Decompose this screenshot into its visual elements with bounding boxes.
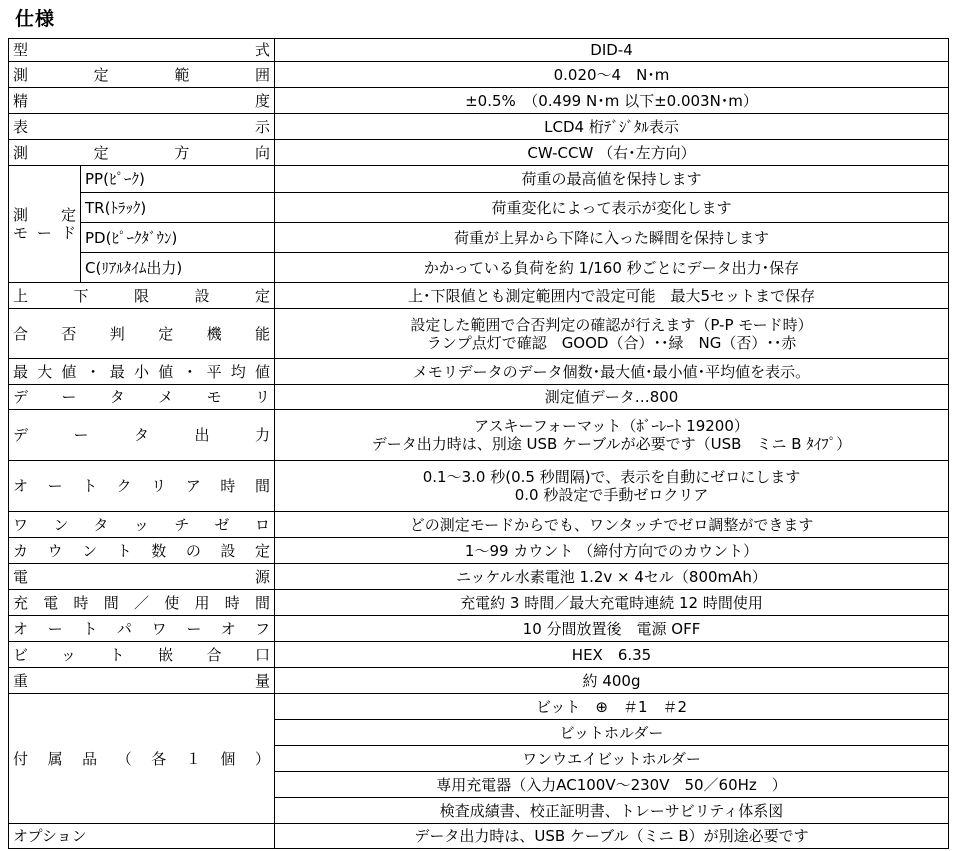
row-label: 合否判定機能 — [9, 309, 275, 359]
row-output — [9, 410, 949, 461]
row-autoclear — [9, 461, 949, 512]
row-value: 測定値データ…800 — [275, 385, 949, 410]
row-label: 最大値・最小値・平均値 — [9, 359, 275, 385]
mode-group-label — [9, 166, 81, 283]
mode-value: 荷重変化によって表示が変化します — [275, 193, 949, 223]
row-label: データ出力 — [9, 410, 275, 461]
row-onetouch — [9, 512, 949, 538]
row-value — [275, 309, 949, 359]
row-value — [275, 410, 949, 461]
row-label: 表示 — [9, 114, 275, 140]
row-value: どの測定モードからでも、ワンタッチでゼロ調整ができます — [275, 512, 949, 538]
page-title: 仕様 — [15, 8, 56, 30]
row-time — [9, 590, 949, 616]
row-label: オートパワーオフ — [9, 616, 275, 642]
value-line: データ出力時は、別途 USB ケーブルが必要です（USB ミニ B ﾀｲﾌﾟ） — [371, 435, 852, 453]
row-value: 約 400g — [275, 668, 949, 694]
spec-table — [8, 38, 949, 849]
value-line: アスキーフォーマット（ﾎﾞｰﾚｰﾄ 19200） — [474, 417, 749, 435]
row-value: 上･下限値とも測定範囲内で設定可能 最大5セットまで保存 — [275, 283, 949, 309]
row-label: データメモリ — [9, 385, 275, 410]
row-label: カウント数の設定 — [9, 538, 275, 564]
mode-value: 荷重が上昇から下降に入った瞬間を保持します — [275, 223, 949, 253]
value-line: 0.1～3.0 秒(0.5 秒間隔)で、表示を自動にゼロにします — [422, 468, 801, 486]
row-value: 0.020～4 N･m — [275, 62, 949, 88]
value-line: ランプ点灯で確認 GOOD（合）･･緑 NG（否）･･赤 — [426, 333, 797, 352]
mode-label-line: 測 定 — [13, 206, 76, 224]
row-model — [9, 39, 949, 62]
row-value: データ出力時は、USB ケーブル（ミニ B）が別途必要です — [275, 824, 949, 849]
row-value: ±0.5% （0.499 N･m 以下±0.003N･m） — [275, 88, 949, 114]
row-value: ニッケル水素電池 1.2v × 4セル（800mAh） — [275, 564, 949, 590]
row-autooff — [9, 616, 949, 642]
row-count — [9, 538, 949, 564]
mode-value: かかっている負荷を約 1/160 秒ごとにデータ出力･保存 — [275, 253, 949, 283]
row-label: 測定範囲 — [9, 62, 275, 88]
row-mode — [9, 166, 949, 193]
row-memory — [9, 385, 949, 410]
row-option — [9, 824, 949, 849]
row-stats — [9, 359, 949, 385]
row-limits — [9, 283, 949, 309]
row-label: オートクリア時間 — [9, 461, 275, 512]
row-value: 10 分間放置後 電源 OFF — [275, 616, 949, 642]
mode-name: PD(ﾋﾟｰｸﾀﾞｳﾝ) — [81, 223, 275, 253]
row-value: LCD4 桁ﾃﾞｼﾞﾀﾙ表示 — [275, 114, 949, 140]
row-value: HEX 6.35 — [275, 642, 949, 668]
row-label: 型 式 — [9, 39, 275, 62]
accessory-item: ワンウエイビットホルダー — [275, 746, 949, 772]
row-power — [9, 564, 949, 590]
row-value: 充電約 3 時間／最大充電時連続 12 時間使用 — [275, 590, 949, 616]
row-value: DID-4 — [275, 39, 949, 62]
row-value — [275, 461, 949, 512]
mode-label-line: モード — [13, 224, 76, 242]
value-line: 設定した範囲で合否判定の確認が行えます（P-P モード時） — [410, 315, 813, 334]
row-label: ワンタッチゼロ — [9, 512, 275, 538]
accessory-item: ビット ⊕ ＃1 ＃2 — [275, 694, 949, 720]
row-label: 測定方向 — [9, 140, 275, 166]
row-accessories — [9, 694, 949, 720]
accessory-item: 検査成績書、校正証明書、トレーサビリティ体系図 — [275, 798, 949, 824]
row-mode — [9, 193, 949, 223]
row-range — [9, 62, 949, 88]
row-weight — [9, 668, 949, 694]
row-judgement — [9, 309, 949, 359]
mode-value: 荷重の最高値を保持します — [275, 166, 949, 193]
row-label: 精度 — [9, 88, 275, 114]
row-mode — [9, 223, 949, 253]
row-label: 上下限設定 — [9, 283, 275, 309]
mode-name: TR(ﾄﾗｯｸ) — [81, 193, 275, 223]
mode-name: C(ﾘｱﾙﾀｲﾑ出力) — [81, 253, 275, 283]
row-label: ビット嵌合口 — [9, 642, 275, 668]
value-line: 0.0 秒設定で手動ゼロクリア — [514, 486, 709, 504]
accessory-item: 専用充電器（入力AC100V～230V 50／60Hz ） — [275, 772, 949, 798]
row-display — [9, 114, 949, 140]
row-value: CW-CCW （右･左方向） — [275, 140, 949, 166]
accessory-item: ビットホルダー — [275, 720, 949, 746]
row-bit — [9, 642, 949, 668]
row-direction — [9, 140, 949, 166]
row-value: メモリデータのデータ個数･最大値･最小値･平均値を表示。 — [275, 359, 949, 385]
row-label: 電源 — [9, 564, 275, 590]
row-value: 1～99 カウント （締付方向でのカウント） — [275, 538, 949, 564]
row-label: 充電時間／使用時間 — [9, 590, 275, 616]
row-label: オプション — [9, 824, 275, 849]
row-label: 付属品（各１個） — [9, 694, 275, 824]
row-label: 重量 — [9, 668, 275, 694]
mode-name: PP(ﾋﾟｰｸ) — [81, 166, 275, 193]
row-accuracy — [9, 88, 949, 114]
row-mode — [9, 253, 949, 283]
